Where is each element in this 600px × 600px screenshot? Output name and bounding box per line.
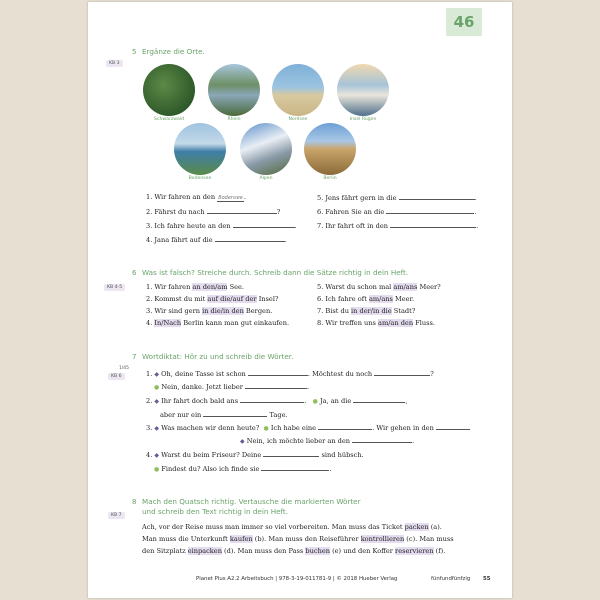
forest-photo xyxy=(143,64,195,116)
exercise-5-title: Ergänze die Orte. xyxy=(142,47,205,56)
exercise-7-number: 7 xyxy=(132,353,137,361)
exercise-6-number: 6 xyxy=(132,269,137,277)
exercise-6-kb-tag: KB 4-5 xyxy=(104,284,125,291)
footer-copyright: Planet Plus A2.2 Arbeitsbuch | 978-3-19-011781-9 | © 2018 Hueber Verlag xyxy=(196,576,398,582)
coast-photo xyxy=(337,64,389,116)
ex7-line-3: 2. ◆ Ihr fahrt doch bald ans . ● Ja, an die , xyxy=(146,397,408,405)
exercise-5-number: 5 xyxy=(132,48,137,56)
ex6-item-2: 2. Kommst du mit auf die/auf der Insel? xyxy=(146,295,279,303)
ex5-item-2: 2. Fährst du nach ? xyxy=(146,208,281,216)
ex7-line-7: 4. ◆ Warst du beim Friseur? Deine sind hübsch. xyxy=(146,451,364,459)
ex5-item-7: 7. Ihr fahrt oft in den . xyxy=(317,222,479,230)
ex7-line-6: ◆ Nein, ich möchte lieber an den . xyxy=(240,437,415,445)
ex6-item-5: 5. Warst du schon mal am/ans Meer? xyxy=(317,283,441,291)
exercise-6-title: Was ist falsch? Streiche durch. Schreib dann die Sätze richtig in dein Heft. xyxy=(142,268,409,277)
photo-caption: Insel Rügen xyxy=(349,117,377,122)
photo-caption: Bodensee xyxy=(188,176,212,181)
photo-caption: Alpen xyxy=(259,176,273,181)
exercise-8-title-line-2: und schreib den Text richtig in dein Heft. xyxy=(142,507,289,516)
ex7-line-8: ● Findest du? Also ich finde sie . xyxy=(154,465,332,473)
ex7-line-4: aber nur ein Tage. xyxy=(160,411,288,419)
ex5-item-3: 3. Ich fahre heute an den . xyxy=(146,222,297,230)
page-number-badge: 46 xyxy=(446,8,482,36)
footer-page-number: 55 xyxy=(483,576,491,582)
ex5-item-5: 5. Jens fährt gern in die . xyxy=(317,194,477,202)
ex7-line-2: ● Nein, danke. Jetzt lieber . xyxy=(154,383,310,391)
exercise-8-title-line-1: Mach den Quatsch richtig. Vertausche die markierten Wörter xyxy=(142,497,361,506)
ex5-item-4: 4. Jana fährt auf die . xyxy=(146,236,287,244)
ex7-line-1: 1. ◆ Oh, deine Tasse ist schon . Möchtest du noch ? xyxy=(146,370,434,378)
workbook-page xyxy=(88,2,512,598)
lake-photo xyxy=(174,123,226,175)
ex6-item-4: 4. In/Nach Berlin kann man gut einkaufen. xyxy=(146,319,290,327)
ex5-item-6: 6. Fahren Sie an die . xyxy=(317,208,477,216)
exercise-8-kb-tag: KB 7 xyxy=(108,512,125,519)
ex8-text-line-3: den Sitzplatz einpacken (d). Man muss den Pass buchen (e) und den Koffer reservieren (f). xyxy=(142,547,446,555)
audio-track-number: 1/45 xyxy=(119,366,129,371)
ex6-item-7: 7. Bist du in der/in die Stadt? xyxy=(317,307,416,315)
ex8-text-line-2: Man muss die Unterkunft kaufen (b). Man muss den Reiseführer kontrollieren (c). Man muss xyxy=(142,535,454,543)
exercise-7-kb-tag: KB 6 xyxy=(108,373,125,380)
ex8-text-line-1: Ach, vor der Reise muss man immer so viel vorbereiten. Man muss das Ticket packen (a). xyxy=(142,523,442,531)
photo-caption: Schwarzwald xyxy=(154,117,184,122)
exercise-8-number: 8 xyxy=(132,498,137,506)
exercise-5-kb-tag: KB 3 xyxy=(106,60,123,67)
ex6-item-1: 1. Wir fahren an den/am See. xyxy=(146,283,244,291)
photo-caption: Berlin xyxy=(323,176,337,181)
ex6-item-6: 6. Ich fahre oft am/ans Meer. xyxy=(317,295,415,303)
footer-page-word: fünfundfünfzig xyxy=(431,576,471,582)
beach-photo xyxy=(272,64,324,116)
ex5-item-1: 1. Wir fahren an den Bodensee. xyxy=(146,193,246,201)
ex7-line-5: 3. ◆ Was machen wir denn heute? ● Ich habe eine . Wir gehen in den xyxy=(146,423,470,432)
river-photo xyxy=(208,64,260,116)
photo-caption: Nordsee xyxy=(288,117,308,122)
mountain-photo xyxy=(240,123,292,175)
photo-caption: Rhein xyxy=(227,117,241,122)
ex6-item-3: 3. Wir sind gern in die/in den Bergen. xyxy=(146,307,273,315)
exercise-7-title: Wortdiktat: Hör zu und schreib die Wörter. xyxy=(142,352,294,361)
gate-photo xyxy=(304,123,356,175)
ex6-item-8: 8. Wir treffen uns am/an den Fluss. xyxy=(317,319,435,327)
